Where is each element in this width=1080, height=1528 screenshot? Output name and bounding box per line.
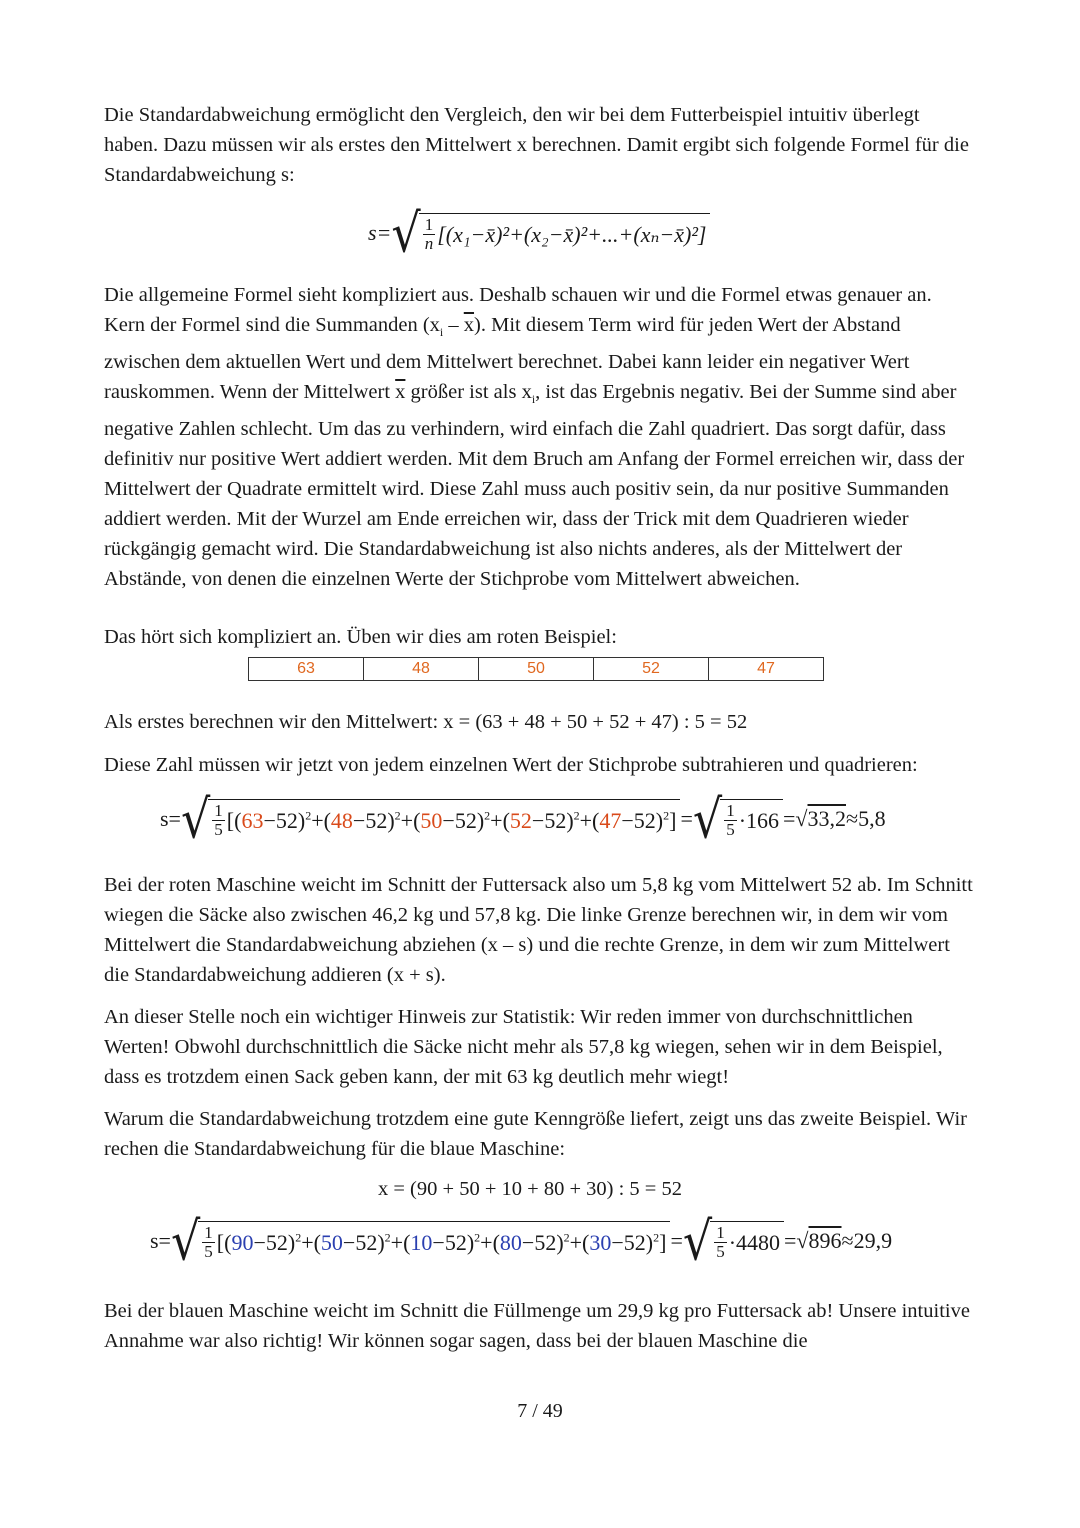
paragraph-statistics-hint: An dieser Stelle noch ein wichtiger Hinweis zur Statistik: Wir reden immer von durchschnittlichen Werten! Obwohl durchschnittlich die Säcke nicht mehr als 57,8 kg wiegen, sehen wir in dem Beispiel, dass es trotzdem einen Sack geben kann, der mit 63 kg deutlich mehr wiegt! [104, 1006, 943, 1088]
formula-red: s= √ $\frac{1}{5}$ $[(63-52)^2+(48-52)^2+(50-52)^2+(52-52)^2+(47-52)^2]$ = √ $\frac{1}{5}$ · 166 =√ 33,2 ≈ 5,8 [160, 787, 886, 851]
page-number: 7 / 49 [517, 1400, 563, 1422]
paragraph-red-example: Das hört sich kompliziert an. Üben wir dies am roten Beispiel: [104, 626, 617, 648]
radical-icon: √ [180, 787, 211, 851]
formula-lhs: s= [368, 220, 392, 245]
paragraph-intro [104, 100, 976, 190]
radical-icon: √ [391, 201, 421, 265]
paragraph-mean-red: Als erstes berechnen wir den Mittelwert: x = (63 + 48 + 50 + 52 + 47) : 5 = 52 [104, 711, 748, 733]
paragraph-explanation: Die allgemeine Formel sieht kompliziert aus. Deshalb schauen wir und die Formel etwas genauer an. Kern der Formel sind die Summanden $(x_i - \overline{x})$. Mit diesem Term wird für jeden Wert der Abstand zwischen dem aktuellen Wert und dem Mittelwert berechnet. Dabei kann leider ein negativer Wert rauskommen. Wenn der Mittelwert $\overline{x}$ größer ist als $x_i$, ist das Ergebnis negativ. Bei der Summe sind aber negative Zahlen schlecht. Um das zu verhindern, wird einfach die Zahl quadriert. Das sorgt dafür, dass definitiv nur positive Wert addiert werden. Mit dem Bruch am Anfang der Formel erreichen wir, dass der Mittelwert der Quadrate ermittelt wird. Diese Zahl muss auch positiv sein, da nur positive Summanden addiert werden. Mit der Wurzel am Ende erreichen wir, dass der Trick mit dem Quadrieren wieder rückgängig gemacht wird. Die Standardabweichung ist also nichts anderes, als der Mittelwert der Abstände, von denen die einzelnen Werte der Stichprobe vom Mittelwert abweichen. [104, 284, 965, 591]
paragraph-blue-result: Bei der blauen Maschine weicht im Schnitt die Füllmenge um 29,9 kg pro Futtersack ab! Unsere intuitive Annahme war also richtig! Wir können sogar sagen, dass bei der blauen Maschine die [104, 1300, 970, 1352]
table-row [249, 658, 824, 681]
formula-blue: s= √ $\frac{1}{5}$ $[(90-52)^2+(50-52)^2+(10-52)^2+(80-52)^2+(30-52)^2]$ = √ $\frac{1}{5}$ · 4480 =√ 896 ≈ 29,9 [150, 1209, 893, 1273]
table-cell: 48 [364, 658, 479, 681]
mean-blue: x = (90 + 50 + 10 + 80 + 30) : 5 = 52 [378, 1178, 682, 1200]
table-cell: 52 [594, 658, 709, 681]
radical-icon: √ [692, 787, 723, 851]
intro-text: Die Standardabweichung ermöglicht den Vergleich, den wir bei dem Futterbeispiel intuitiv überlegt haben. Dazu müssen wir als erstes den Mittelwert x berechnen. Damit ergibt sich folgende Formel für die Standardabweichung s: [104, 104, 969, 186]
table-cell: 47 [709, 658, 824, 681]
paragraph-subtract: Diese Zahl müssen wir jetzt von jedem einzelnen Wert der Stichprobe subtrahieren und quadrieren: [104, 754, 918, 776]
red-sample-table [248, 657, 824, 681]
formula-standard-deviation [368, 201, 710, 265]
table-cell: 63 [249, 658, 364, 681]
radical-icon: √ [682, 1209, 713, 1273]
radical-icon: √ [170, 1209, 201, 1273]
table-cell: 50 [479, 658, 594, 681]
square-root [391, 201, 710, 265]
paragraph-red-result: Bei der roten Maschine weicht im Schnitt der Futtersack also um 5,8 kg vom Mittelwert 52 ab. Im Schnitt wiegen die Säcke also zwischen 46,2 kg und 57,8 kg. Die linke Grenze berechnen wir, in dem wir vom Mittelwert die Standardabweichung abziehen (x – s) und die rechte Grenze, in dem wir zum Mittelwert die Standardabweichung addieren (x + s). [104, 874, 973, 986]
paragraph-blue-example: Warum die Standardabweichung trotzdem eine gute Kenngröße liefert, zeigt uns das zweite Beispiel. Wir rechen die Standardabweichung für die blaue Maschine: [104, 1108, 967, 1160]
formula-sum-body: [(x₁−x̄)²+(x₂−x̄)²+...+(xₙ−x̄)²] [437, 221, 707, 247]
fraction: $\frac{1}{n}$ [424, 215, 434, 253]
